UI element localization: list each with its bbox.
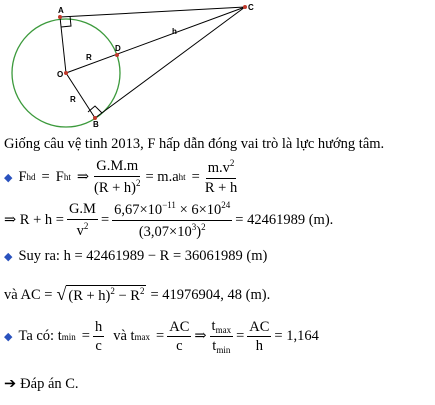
- line-A-C: [60, 7, 245, 17]
- label-B: B: [93, 120, 99, 129]
- point-A: [58, 15, 62, 19]
- arrow-right-icon: ➔: [4, 376, 17, 392]
- equation-force: ◆ F hd = F ht ⇒ $\frac{G.M.m}{(R + h)^2}$ = m.a ht = $\frac{m.v^2}{R + h}$: [4, 158, 238, 196]
- fraction-tmax-tmin: $\frac{t_{max}}{t_{min}}$: [211, 318, 232, 356]
- fraction-ac-h: $\frac{AC}{h}$: [249, 318, 270, 355]
- fraction-mv2: $\frac{m.v^2}{R + h}$: [204, 158, 238, 196]
- line-O-C: [66, 7, 245, 73]
- fraction-gmm: $\frac{G.M.m}{(R + h)^2}$: [93, 158, 141, 196]
- right-angle-A: [61, 16, 71, 27]
- point-D: [115, 53, 119, 57]
- label-h: h: [172, 27, 177, 36]
- equation-time: ◆ Ta có: t min = $\frac{h}{c}$ và t max = $\frac{AC}{c}$ ⇒ $\frac{t_{max}}{t_{min}}$ = $\frac{AC}{h}$ = 1,164: [4, 318, 319, 356]
- fraction-h-c: $\frac{h}{c}$: [94, 318, 103, 355]
- line-O-A: [60, 17, 66, 73]
- equation-radius: ⇒ R + h = $\frac{G.M}{v^2}$ = $\frac{6,67\times 10^{-11} \times 6\times 10^{24}}{(3,07\times 10^3)^2}$ = 42461989 (m).: [4, 200, 334, 240]
- label-R-OB: R: [70, 95, 76, 104]
- label-A: A: [58, 6, 64, 15]
- fraction-ac-c: $\frac{AC}{c}$: [169, 318, 190, 355]
- point-O: [64, 71, 68, 75]
- label-D: D: [115, 44, 121, 53]
- diamond-bullet-icon: ◆: [4, 251, 13, 263]
- square-root: √ $(R + h)^2 - R^2$: [56, 284, 145, 304]
- intro-text: Giống câu vệ tinh 2013, F hấp dẫn đóng vai trò là lực hướng tâm.: [4, 136, 385, 152]
- answer-line: ➔ Đáp án C.: [4, 376, 79, 392]
- diamond-bullet-icon: ◆: [4, 331, 13, 344]
- fraction-gm-v2: $\frac{G.M}{v^2}$: [68, 201, 96, 239]
- equation-ac: và AC = √ $(R + h)^2 - R^2$ = 41976904, 48 (m).: [4, 284, 271, 304]
- orbit-diagram: [0, 0, 260, 132]
- diamond-bullet-icon: ◆: [4, 171, 13, 184]
- label-C: C: [248, 3, 254, 12]
- equation-h: ◆ Suy ra: h = 42461989 − R = 36061989 (m): [4, 248, 268, 264]
- label-R-OD: R: [86, 53, 92, 62]
- fraction-numeric: $\frac{6,67\times 10^{-11} \times 6\times 10^{24}}{(3,07\times 10^3)^2}$: [114, 200, 231, 240]
- label-O: O: [57, 70, 64, 79]
- point-C: [243, 5, 247, 9]
- line-B-C: [95, 7, 245, 118]
